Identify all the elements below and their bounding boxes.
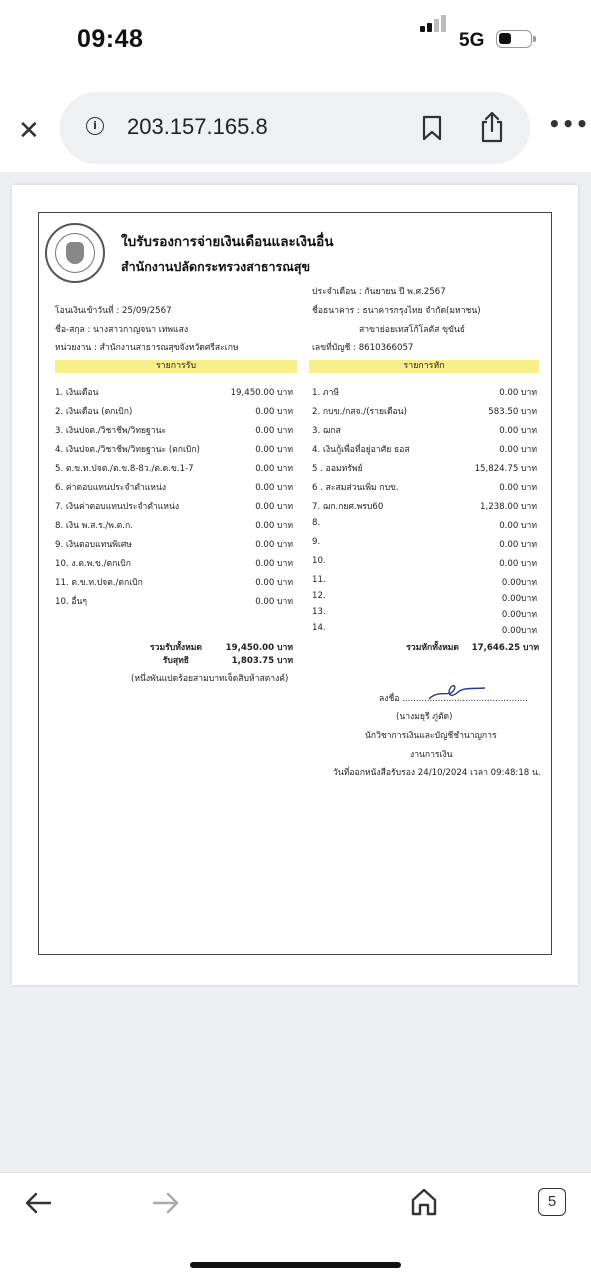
bank-name: ชื่อธนาคาร : ธนาคารกรุงไทย จำกัด(มหาชน) <box>312 306 481 316</box>
network-label: 5G <box>459 30 485 51</box>
tabs-count-button[interactable]: 5 <box>538 1188 566 1216</box>
signer-department: งานการเงิน <box>410 750 453 760</box>
deduction-item-label: 9. <box>312 537 321 547</box>
url-text[interactable]: 203.157.165.8 <box>127 114 268 139</box>
deduction-item-label: 14. <box>312 623 326 633</box>
income-item-amount: 0.00 บาท <box>255 540 293 550</box>
income-item-amount: 0.00 บาท <box>255 407 293 417</box>
status-time: 09:48 <box>77 25 144 53</box>
share-icon[interactable] <box>479 111 505 147</box>
handwritten-signature <box>427 679 487 707</box>
income-item-label: 10. อื่นๆ <box>55 597 88 607</box>
deduction-item-label: 10. <box>312 556 326 566</box>
deduction-item-amount: 15,824.75 บาท <box>474 464 537 474</box>
battery-icon <box>496 30 532 48</box>
income-item-label: 10. ง.ต.พ.ข./ตกเบิก <box>55 559 131 569</box>
bank-branch: สาขาย่อยเทสโก้โลตัส ขุขันธ์ <box>359 325 465 335</box>
income-item-label: 7. เงินค่าตอบแทนประจำตำแหน่ง <box>55 502 180 512</box>
income-item-amount: 0.00 บาท <box>255 445 293 455</box>
deduction-item-amount: 0.00 บาท <box>499 521 537 531</box>
certificate <box>39 213 551 954</box>
deduction-item-label: 6 . สะสมส่วนเพิ่ม กบข. <box>312 483 399 493</box>
income-item-label: 9. เงินตอบแทนพิเศษ <box>55 540 132 550</box>
deduction-item-amount: 0.00 บาท <box>499 559 537 569</box>
total-income-label: รวมรับทั้งหมด <box>150 643 202 653</box>
deduction-item-amount: 0.00 บาท <box>499 445 537 455</box>
deduction-item-label: 4. เงินกู้เพื่อที่อยู่อาศัย ธอส <box>312 445 410 455</box>
deduction-item-label: 8. <box>312 518 321 528</box>
close-icon[interactable]: ✕ <box>18 116 40 146</box>
deduction-item-label: 7. ฌก.กยศ.พรบ60 <box>312 502 384 512</box>
income-item-label: 4. เงินปจต./วิชาชีพ/วิทยฐานะ (ตกเบิก) <box>55 445 200 455</box>
signer-name: (นางมยุรี ภู่ตัด) <box>396 712 453 722</box>
deduction-header: รายการหัก <box>309 360 539 373</box>
signer-position: นักวิชาการเงินและบัญชีชำนาญการ <box>365 731 497 741</box>
deduction-item-label: 1. ภาษี <box>312 388 340 398</box>
deduction-item-label: 13. <box>312 607 326 617</box>
home-indicator <box>190 1262 401 1268</box>
deduction-item-amount: 0.00บาท <box>501 578 537 588</box>
certificate-frame <box>38 212 552 955</box>
document-page <box>12 185 578 985</box>
deduction-item-label: 12. <box>312 591 326 601</box>
department: หน่วยงาน : สำนักงานสาธารณสุขจังหวัดศรีสะเกษ <box>55 343 239 353</box>
document-title: ใบรับรองการจ่ายเงินเดือนและเงินอื่น <box>121 234 334 250</box>
net-pay-value: 1,803.75 บาท <box>231 656 293 666</box>
document-subtitle: สำนักงานปลัดกระทรวงสาธารณสุข <box>121 259 310 274</box>
info-icon[interactable]: i <box>86 117 104 135</box>
forward-arrow-icon[interactable] <box>152 1190 180 1220</box>
status-bar <box>0 0 591 80</box>
deduction-item-label: 2. กบข./กสจ./(รายเดือน) <box>312 407 407 417</box>
employee-name: ชื่อ-สกุล : นางสาวกาญจนา เทพแสง <box>55 325 189 335</box>
back-arrow-icon[interactable] <box>24 1190 52 1220</box>
deduction-item-amount: 0.00บาท <box>501 626 537 636</box>
net-pay-words: (หนึ่งพันแปดร้อยสามบาทเจ็ดสิบห้าสตางค์) <box>131 674 289 684</box>
deduction-item-amount: 0.00บาท <box>501 594 537 604</box>
income-item-amount: 0.00 บาท <box>255 502 293 512</box>
income-item-label: 8. เงิน พ.ส.ร./พ.ต.ก. <box>55 521 133 531</box>
income-item-amount: 19,450.00 บาท <box>230 388 293 398</box>
home-icon[interactable] <box>410 1187 438 1221</box>
total-deduction-value: 17,646.25 บาท <box>471 643 539 653</box>
deduction-item-amount: 0.00 บาท <box>499 388 537 398</box>
deduction-item-amount: 583.50 บาท <box>488 407 537 417</box>
sign-line: ลงชื่อ .............................................. <box>379 694 528 704</box>
deduction-item-amount: 0.00บาท <box>501 610 537 620</box>
income-header: รายการรับ <box>55 360 297 373</box>
income-item-amount: 0.00 บาท <box>255 559 293 569</box>
deduction-item-label: 3. ฌกส <box>312 426 341 436</box>
net-pay-label: รับสุทธิ <box>162 656 189 666</box>
deduction-item-amount: 0.00 บาท <box>499 426 537 436</box>
deduction-item-label: 11. <box>312 575 326 585</box>
account-number: เลขที่บัญชี : 8610366057 <box>312 343 414 353</box>
income-item-amount: 0.00 บาท <box>255 597 293 607</box>
deduction-item-amount: 0.00 บาท <box>499 540 537 550</box>
deduction-item-label: 5 . ออมทรัพย์ <box>312 464 363 474</box>
income-item-label: 1. เงินเดือน <box>55 388 99 398</box>
page-viewport[interactable] <box>0 172 591 1172</box>
more-icon[interactable]: ••• <box>548 112 590 136</box>
bookmark-icon[interactable] <box>422 115 442 145</box>
income-item-amount: 0.00 บาท <box>255 483 293 493</box>
income-item-label: 3. เงินปจต./วิชาชีพ/วิทยฐานะ <box>55 426 167 436</box>
income-item-label: 11. ต.ข.ท.ปจต./ตกเบิก <box>55 578 143 588</box>
pay-month: ประจำเดือน : กันยายน ปี พ.ศ.2567 <box>312 287 446 297</box>
total-income-value: 19,450.00 บาท <box>225 643 293 653</box>
income-item-amount: 0.00 บาท <box>255 464 293 474</box>
income-item-amount: 0.00 บาท <box>255 521 293 531</box>
income-item-amount: 0.00 บาท <box>255 578 293 588</box>
income-item-label: 6. ค่าตอบแทนประจำตำแหน่ง <box>55 483 167 493</box>
deduction-item-amount: 0.00 บาท <box>499 483 537 493</box>
income-item-amount: 0.00 บาท <box>255 426 293 436</box>
ministry-seal-logo <box>45 223 105 283</box>
transfer-date: โอนเงินเข้าวันที่ : 25/09/2567 <box>55 306 172 316</box>
income-item-label: 5. ต.ข.ท.ปจต./ต.ข.8-8ว./ต.ด.ข.1-7 <box>55 464 194 474</box>
issue-datetime: วันที่ออกหนังสือรับรอง 24/10/2024 เวลา 09:48:18 น. <box>333 768 541 778</box>
deduction-item-amount: 1,238.00 บาท <box>480 502 537 512</box>
income-item-label: 2. เงินเดือน (ตกเบิก) <box>55 407 133 417</box>
total-deduction-label: รวมหักทั้งหมด <box>406 643 459 653</box>
